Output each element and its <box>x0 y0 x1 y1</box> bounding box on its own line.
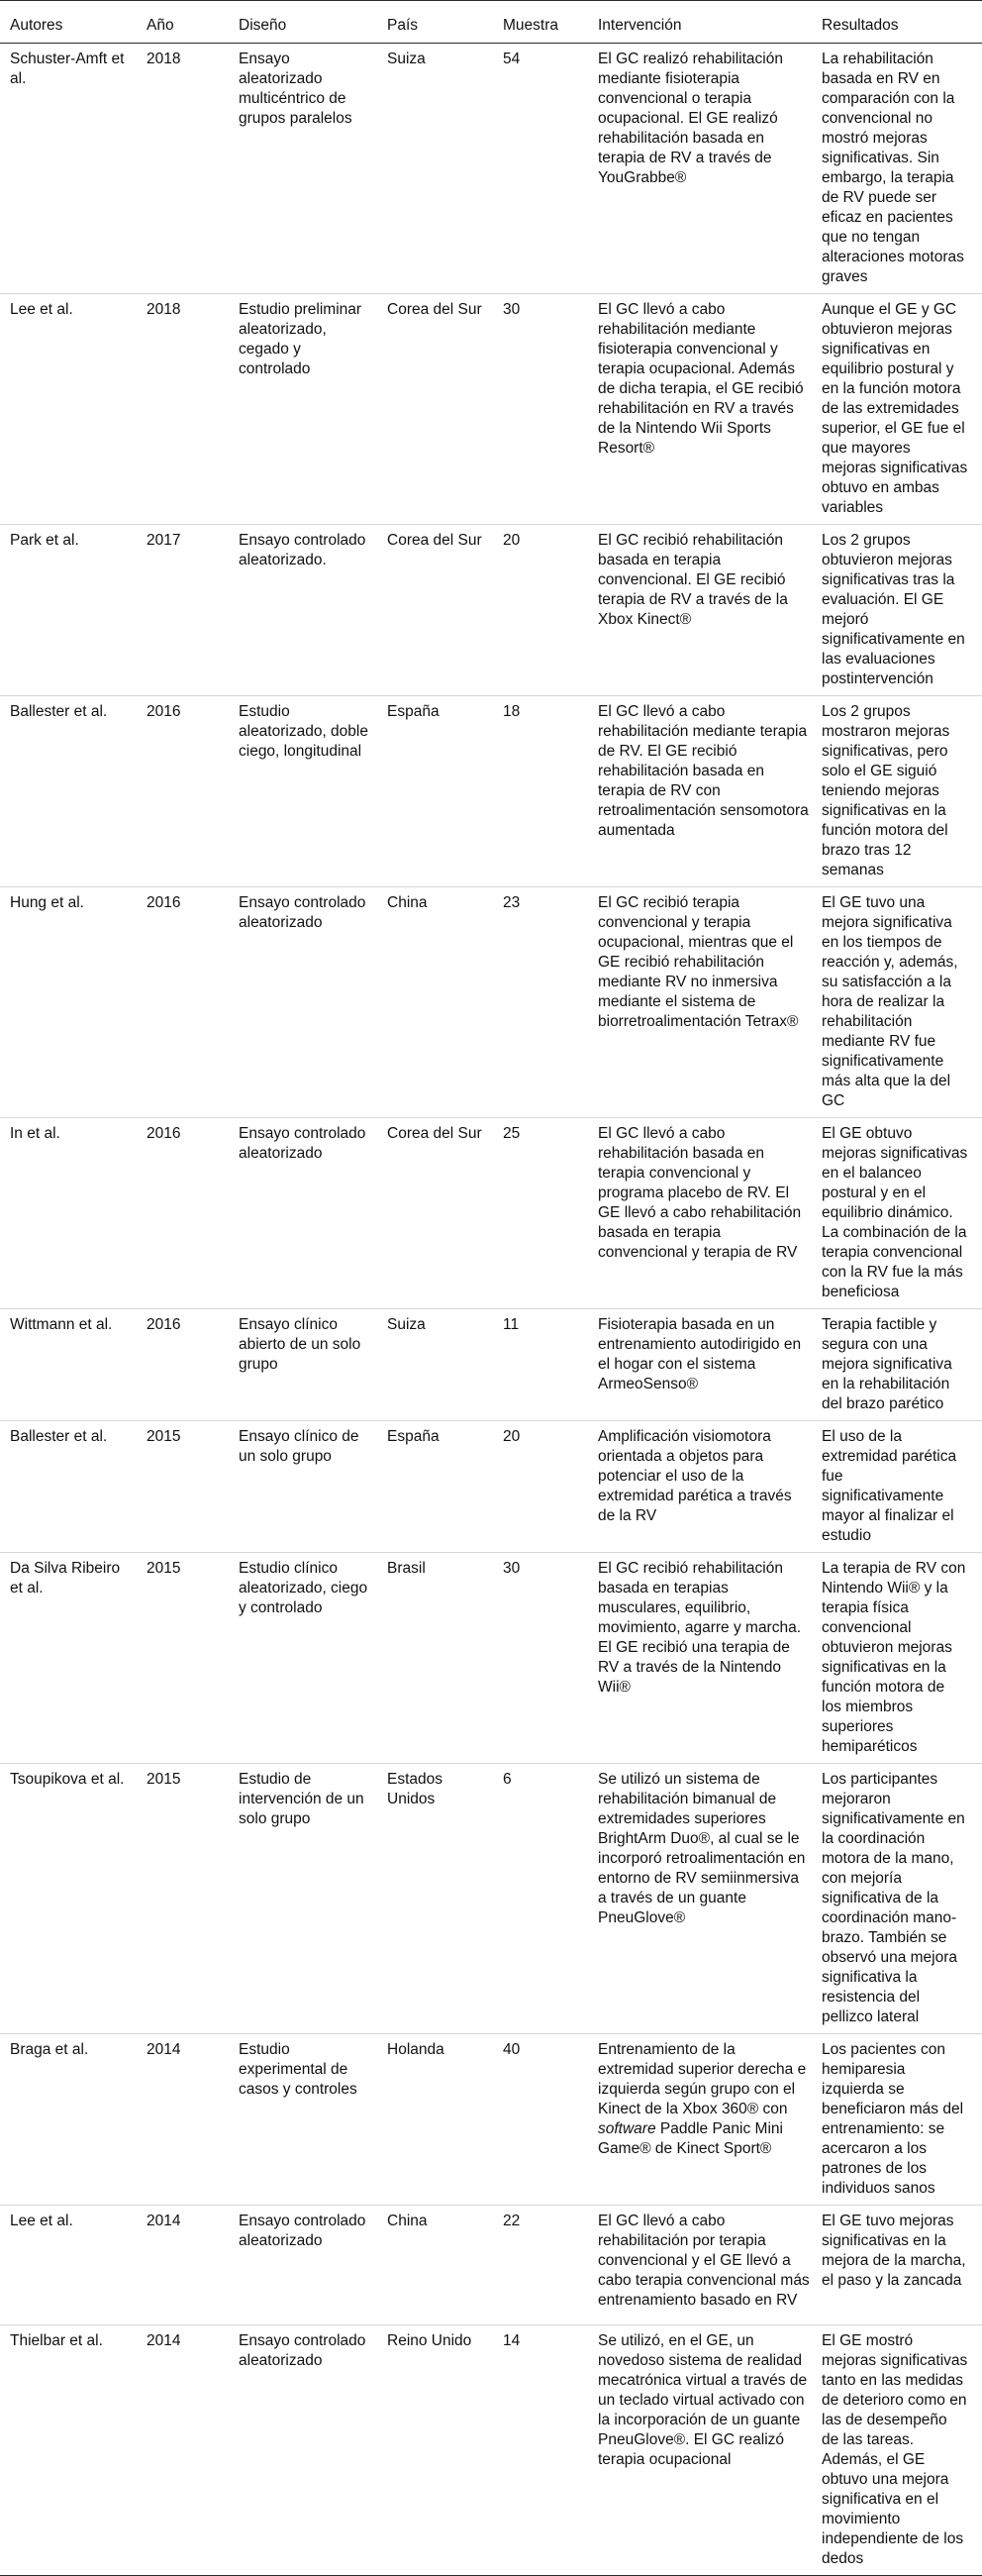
cell-anio: 2015 <box>141 1553 233 1764</box>
cell-autores: Da Silva Ribeiro et al. <box>0 1553 141 1764</box>
table-row <box>0 44 982 294</box>
table-row <box>0 1118 982 1309</box>
cell-resultados: El GE obtuvo mejoras significativas en el balanceo postural y en el equilibrio dinámico. La combinación de la terapia convencional con la RV fue la más beneficiosa <box>816 1118 982 1309</box>
cell-autores: Lee et al. <box>0 294 141 525</box>
table-row <box>0 1421 982 1553</box>
cell-intervencion: Fisioterapia basada en un entrenamiento autodirigido en el hogar con el sistema ArmeoSenso® <box>592 1309 816 1421</box>
cell-muestra: 6 <box>497 1764 592 2034</box>
cell-pais: España <box>381 696 497 887</box>
cell-pais: Corea del Sur <box>381 294 497 525</box>
header-autores: Autores <box>0 1 141 44</box>
cell-resultados: Los 2 grupos mostraron mejoras significativas, pero solo el GE siguió teniendo mejoras significativas en la función motora del brazo tras 12 semanas <box>816 696 982 887</box>
cell-pais: China <box>381 2206 497 2325</box>
cell-pais: Corea del Sur <box>381 1118 497 1309</box>
cell-anio: 2015 <box>141 1421 233 1553</box>
header-diseno: Diseño <box>233 1 381 44</box>
cell-muestra: 18 <box>497 696 592 887</box>
cell-autores: Schuster-Amft et al. <box>10 51 125 87</box>
cell-pais: Estados Unidos <box>381 1764 497 2034</box>
cell-pais: Holanda <box>381 2034 497 2206</box>
cell-resultados: La rehabilitación basada en RV en comparación con la convencional no mostró mejoras significativas. Sin embargo, la terapia de RV puede ser eficaz en pacientes que no tengan alteraciones motoras graves <box>822 51 964 285</box>
table-row <box>0 1309 982 1421</box>
cell-resultados: Terapia factible y segura con una mejora significativa en la rehabilitación del brazo parético <box>816 1309 982 1421</box>
cell-muestra: 30 <box>497 1553 592 1764</box>
cell-pais: China <box>381 887 497 1118</box>
cell-diseno: Estudio clínico aleatorizado, ciego y controlado <box>233 1553 381 1764</box>
cell-anio: 2017 <box>141 525 233 696</box>
header-row <box>0 1 982 44</box>
header-resultados: Resultados <box>816 1 982 44</box>
header-muestra: Muestra <box>497 1 592 44</box>
cell-diseno: Estudio preliminar aleatorizado, cegado y controlado <box>233 294 381 525</box>
cell-muestra: 22 <box>497 2206 592 2325</box>
cell-autores: Thielbar et al. <box>0 2325 141 2576</box>
cell-autores: Park et al. <box>0 525 141 696</box>
cell-pais: Corea del Sur <box>381 525 497 696</box>
cell-intervencion: El GC llevó a cabo rehabilitación basada en terapia convencional y programa placebo de RV. El GE llevó a cabo rehabilitación basada en terapia convencional y terapia de RV <box>592 1118 816 1309</box>
software-italic-text: software <box>598 2120 656 2137</box>
cell-muestra: 30 <box>497 294 592 525</box>
cell-pais: Suiza <box>387 51 426 67</box>
cell-diseno: Ensayo controlado aleatorizado <box>233 1118 381 1309</box>
intervencion-text-after: Paddle Panic Mini Game® de Kinect Sport® <box>598 2120 783 2157</box>
cell-intervencion: El GC recibió rehabilitación basada en terapias musculares, equilibrio, movimiento, agarre y marcha. El GE recibió una terapia de RV a través de la Nintendo Wii® <box>592 1553 816 1764</box>
cell-autores: Hung et al. <box>0 887 141 1118</box>
table-row <box>0 2206 982 2325</box>
cell-resultados: Los 2 grupos obtuvieron mejoras significativas tras la evaluación. El GE mejoró significativamente en las evaluaciones postintervención <box>816 525 982 696</box>
cell-anio: 2018 <box>147 51 181 67</box>
cell-muestra: 23 <box>497 887 592 1118</box>
cell-intervencion: El GC llevó a cabo rehabilitación por terapia convencional y el GE llevó a cabo terapia convencional más entrenamiento basado en RV <box>592 2206 816 2325</box>
cell-diseno: Estudio aleatorizado, doble ciego, longitudinal <box>233 696 381 887</box>
cell-diseno: Estudio experimental de casos y controles <box>233 2034 381 2206</box>
cell-pais: Suiza <box>381 1309 497 1421</box>
cell-autores: Lee et al. <box>0 2206 141 2325</box>
cell-intervencion: El GC llevó a cabo rehabilitación mediante terapia de RV. El GE recibió rehabilitación basada en terapia de RV con retroalimentación sensomotora aumentada <box>592 696 816 887</box>
cell-diseno: Ensayo controlado aleatorizado. <box>233 525 381 696</box>
table-row <box>0 525 982 696</box>
cell-anio: 2015 <box>141 1764 233 2034</box>
table-row <box>0 1553 982 1764</box>
table-row <box>0 696 982 887</box>
cell-muestra: 54 <box>503 51 521 67</box>
cell-diseno: Ensayo clínico de un solo grupo <box>233 1421 381 1553</box>
cell-pais: Brasil <box>381 1553 497 1764</box>
cell-intervencion: Se utilizó, en el GE, un novedoso sistema de realidad mecatrónica virtual a través de un teclado virtual activado con la incorporación de un guante PneuGlove®. El GC realizó terapia ocupacional <box>592 2325 816 2576</box>
cell-anio: 2016 <box>141 1118 233 1309</box>
cell-intervencion: El GC realizó rehabilitación mediante fisioterapia convencional o terapia ocupacional. El GE realizó rehabilitación basada en terapia de RV a través de YouGrabbe® <box>598 51 783 186</box>
cell-autores: Braga et al. <box>0 2034 141 2206</box>
cell-anio: 2014 <box>141 2206 233 2325</box>
cell-resultados: Los pacientes con hemiparesia izquierda se beneficiaron más del entrenamiento: se acercaron a los patrones de los individuos sanos <box>816 2034 982 2206</box>
cell-resultados: Aunque el GE y GC obtuvieron mejoras significativas en equilibrio postural y en la función motora de las extremidades superior, el GE fue el que mayores mejoras significativas obtuvo en ambas variables <box>816 294 982 525</box>
cell-autores: Ballester et al. <box>0 696 141 887</box>
cell-anio: 2018 <box>141 294 233 525</box>
cell-diseno: Estudio de intervención de un solo grupo <box>233 1764 381 2034</box>
cell-autores: Ballester et al. <box>0 1421 141 1553</box>
cell-anio: 2016 <box>141 696 233 887</box>
cell-muestra: 25 <box>497 1118 592 1309</box>
cell-autores: Wittmann et al. <box>0 1309 141 1421</box>
cell-intervencion: Se utilizó un sistema de rehabilitación bimanual de extremidades superiores BrightArm Duo®, al cual se le incorporó retroalimentación en entorno de RV semiinmersiva a través de un guante PneuGlove® <box>592 1764 816 2034</box>
header-pais: País <box>381 1 497 44</box>
cell-diseno: Ensayo controlado aleatorizado <box>233 887 381 1118</box>
cell-diseno: Ensayo clínico abierto de un solo grupo <box>233 1309 381 1421</box>
cell-muestra: 20 <box>497 1421 592 1553</box>
cell-resultados: El GE tuvo mejoras significativas en la mejora de la marcha, el paso y la zancada <box>816 2206 982 2325</box>
cell-muestra: 20 <box>497 525 592 696</box>
cell-autores: Tsoupikova et al. <box>0 1764 141 2034</box>
cell-anio: 2014 <box>141 2034 233 2206</box>
cell-anio: 2016 <box>141 887 233 1118</box>
cell-intervencion <box>592 2034 816 2206</box>
cell-diseno: Ensayo aleatorizado multicéntrico de grupos paralelos <box>239 51 352 127</box>
table-row <box>0 294 982 525</box>
table-row <box>0 1764 982 2034</box>
table-row <box>0 2034 982 2206</box>
cell-intervencion: Amplificación visiomotora orientada a objetos para potenciar el uso de la extremidad parética a través de la RV <box>592 1421 816 1553</box>
cell-autores: In et al. <box>0 1118 141 1309</box>
cell-anio: 2016 <box>141 1309 233 1421</box>
cell-pais: Reino Unido <box>381 2325 497 2576</box>
cell-resultados: La terapia de RV con Nintendo Wii® y la terapia física convencional obtuvieron mejoras significativas en la función motora de los miembros superiores hemiparéticos <box>816 1553 982 1764</box>
table-row <box>0 2325 982 2576</box>
cell-muestra: 40 <box>497 2034 592 2206</box>
intervencion-text-before: Entrenamiento de la extremidad superior derecha e izquierda según grupo con el Kinect de la Xbox 360® con <box>598 2041 807 2117</box>
header-anio: Año <box>141 1 233 44</box>
table-row <box>0 887 982 1118</box>
cell-intervencion: El GC recibió terapia convencional y terapia ocupacional, mientras que el GE recibió rehabilitación mediante RV no inmersiva mediante el sistema de biorretroalimentación Tetrax® <box>592 887 816 1118</box>
cell-anio: 2014 <box>141 2325 233 2576</box>
cell-resultados: El uso de la extremidad parética fue significativamente mayor al finalizar el estudio <box>816 1421 982 1553</box>
cell-muestra: 11 <box>497 1309 592 1421</box>
header-intervencion: Intervención <box>592 1 816 44</box>
cell-resultados: El GE tuvo una mejora significativa en los tiempos de reacción y, además, su satisfacción a la hora de realizar la rehabilitación mediante RV fue significativamente más alta que la del GC <box>816 887 982 1118</box>
cell-diseno: Ensayo controlado aleatorizado <box>233 2325 381 2576</box>
cell-intervencion: El GC llevó a cabo rehabilitación mediante fisioterapia convencional y terapia ocupacional. Además de dicha terapia, el GE recibió rehabilitación en RV a través de la Nintendo Wii Sports Resort® <box>592 294 816 525</box>
cell-muestra: 14 <box>497 2325 592 2576</box>
cell-pais: España <box>381 1421 497 1553</box>
cell-intervencion: El GC recibió rehabilitación basada en terapia convencional. El GE recibió terapia de RV a través de la Xbox Kinect® <box>592 525 816 696</box>
cell-diseno: Ensayo controlado aleatorizado <box>233 2206 381 2325</box>
cell-resultados: El GE mostró mejoras significativas tanto en las medidas de deterioro como en las de desempeño de las tareas. Además, el GE obtuvo una mejora significativa en el movimiento independiente de los dedos <box>816 2325 982 2576</box>
cell-resultados: Los participantes mejoraron significativamente en la coordinación motora de la mano, con mejoría significativa de la coordinación mano-brazo. También se observó una mejora significativa la resistencia del pellizco lateral <box>816 1764 982 2034</box>
